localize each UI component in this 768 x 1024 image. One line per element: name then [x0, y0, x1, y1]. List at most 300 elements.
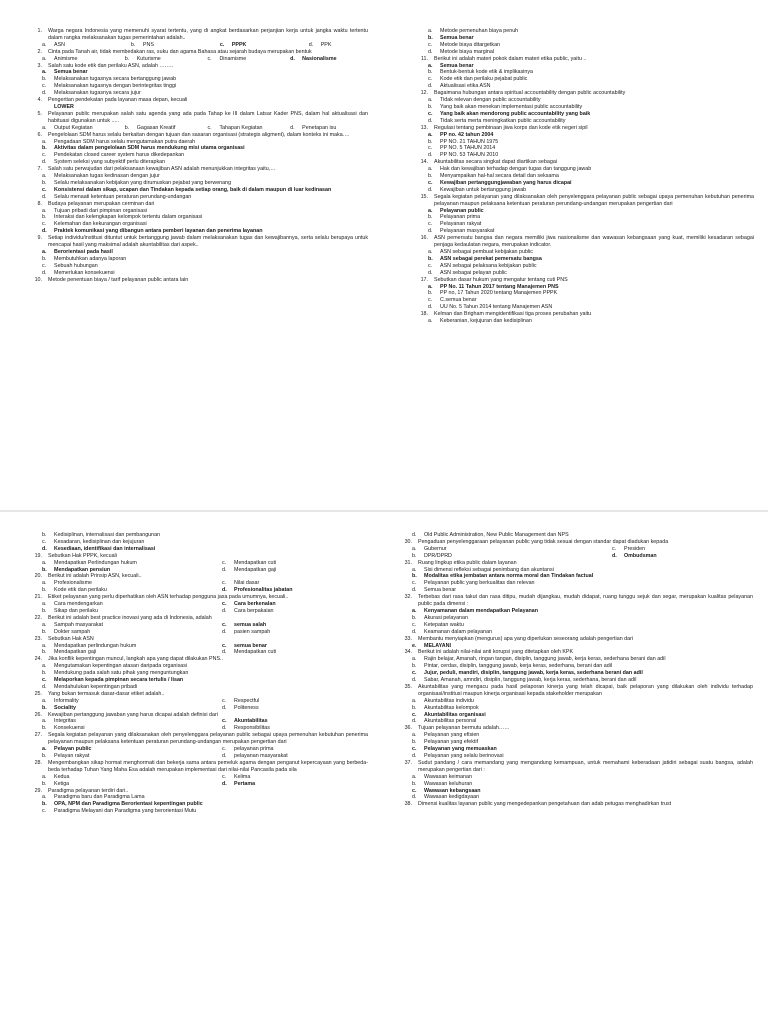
answer-text: LOWER: [54, 103, 74, 110]
question-number: 22.: [34, 614, 42, 621]
option-text: Mendapatkan gaji: [54, 649, 97, 656]
question-item: [28, 732, 368, 760]
option-text: Pendekatan closed career system harus dikedepankan: [54, 152, 185, 159]
question-line: [414, 311, 754, 318]
answer-options-row: [28, 608, 368, 615]
option-text: Kesediaan, identifikasi dan internalisasi: [54, 545, 156, 552]
option-text: Pintar, cerdas, disiplin, tanggung jawab, kerja keras, sederhana, berani dan adil: [424, 663, 613, 670]
answer-option: [414, 42, 754, 49]
answer-option: [414, 256, 754, 263]
option-letter: b.: [412, 573, 417, 580]
option-text: Gagasan Kreatif: [136, 124, 176, 131]
question-text: Tujuan pelayanan bermutu adalah……: [418, 725, 510, 732]
option-letter: b.: [124, 55, 130, 62]
answer-option: [42, 629, 222, 636]
question-text: Sebutkan Hak ASN: [48, 635, 94, 642]
answer-option: [28, 539, 368, 546]
answer-option: [398, 705, 753, 712]
question-text: Regulasi tentang pembinaan jiwa korps dan kode etik negeri sipil: [434, 124, 588, 131]
option-letter: c.: [207, 55, 212, 62]
option-letter: d.: [222, 587, 227, 594]
option-letter: b.: [428, 290, 433, 297]
option-text: PP no. 42 tahun 2004: [440, 131, 494, 138]
option-letter: d.: [42, 228, 47, 235]
answer-option: [412, 553, 612, 560]
option-text: OPA, NPM dan Paradigma Berorientasi kepentingan public: [54, 801, 203, 808]
option-text: Pelayanan yang efektif: [424, 739, 479, 746]
question-number: 37.: [404, 759, 412, 766]
question-text: Sebutkan Hak PPPK, kecuali: [48, 552, 117, 559]
answer-option: [398, 622, 753, 629]
answer-option: [42, 560, 222, 567]
question-number: 18.: [420, 311, 428, 318]
question-number: 33.: [404, 635, 412, 642]
question-number: 10.: [34, 276, 42, 283]
option-text: Cara mendengarkan: [54, 601, 103, 608]
option-letter: c.: [428, 221, 433, 228]
option-letter: d.: [412, 794, 417, 801]
option-letter: c.: [42, 83, 47, 90]
question-text: Akuntabilitas yang mengacu pada hasil pelaporan kinerja yang telah dicapai, baik pelaporan yang dilakukan oleh individu terhadap organisasi/institusi maupun kinerja organisasi kepada stakeholder merupakan: [418, 683, 753, 697]
option-letter: a.: [428, 207, 433, 214]
answer-option: [398, 698, 753, 705]
option-letter: a.: [42, 718, 47, 725]
option-text: Yang baik akan menekan implementasi public accountability: [440, 103, 583, 110]
option-letter: c.: [222, 773, 227, 780]
option-text: Dinamisme: [219, 55, 247, 62]
answer-option: [42, 601, 222, 608]
answer-option: [131, 42, 220, 49]
option-text: Aktivitas dalam pengelolaan SDM harus mendukung misi utama organisasi: [54, 145, 245, 152]
answer-option: [42, 725, 222, 732]
answer-option: [290, 56, 368, 63]
question-line: [414, 235, 754, 249]
question-item: [398, 636, 753, 650]
option-letter: d.: [222, 753, 227, 759]
option-text: Dokter sampah: [54, 628, 91, 635]
option-text: PP No. 11 Tahun 2017 tentang Manajemen PNS: [440, 283, 559, 290]
question-item: [28, 656, 368, 691]
option-text: Ombudsman: [624, 552, 657, 559]
option-text: Mengutamakan kepentingan atasan daripada organisasi: [54, 663, 188, 670]
page-2: [0, 512, 768, 1024]
answer-option: [222, 705, 352, 712]
option-letter: a.: [412, 773, 417, 780]
answer-option: [398, 794, 753, 801]
answer-option: [28, 546, 368, 553]
option-letter: a.: [42, 207, 47, 214]
option-letter: c.: [42, 808, 47, 815]
answer-option: [414, 145, 754, 152]
answer-option: [398, 656, 753, 663]
answer-option: [28, 139, 368, 146]
option-letter: c.: [42, 262, 47, 269]
question-item: [28, 594, 368, 615]
option-letter: a.: [428, 62, 433, 69]
option-text: Bentuk-bentuk kode etik & implikasinya: [440, 69, 533, 76]
answer-option: [28, 173, 368, 180]
question-item: [28, 553, 368, 574]
option-text: Old Public Administration, New Public Management dan NPS: [424, 532, 569, 538]
answer-option: [28, 152, 368, 159]
option-text: C.semua benar: [440, 297, 477, 304]
answer-option: [414, 97, 754, 104]
option-text: Metode biaya ditargetkan: [440, 41, 501, 48]
question-number: 20.: [34, 573, 42, 580]
question-text: Paradigma pelayanan terdiri dari..: [48, 787, 129, 794]
option-letter: a.: [42, 746, 47, 753]
option-text: Semua benar: [440, 34, 474, 41]
question-item: [398, 532, 753, 539]
option-text: Profesionalisme: [54, 580, 93, 587]
answer-option: [414, 284, 754, 291]
question-line: [398, 801, 753, 808]
option-text: Wawasan keluhuran: [424, 780, 473, 787]
option-letter: b.: [42, 607, 47, 614]
option-text: pelayanan masyarakat: [234, 753, 288, 759]
question-item: [414, 90, 754, 125]
option-letter: c.: [428, 262, 433, 269]
question-line: [28, 656, 368, 663]
answer-option: [28, 670, 368, 677]
question-number: 14.: [420, 159, 428, 166]
question-item: [414, 28, 754, 56]
answer-option: [398, 615, 753, 622]
option-letter: c.: [428, 76, 433, 83]
answer-option: [42, 781, 222, 788]
option-text: Sampah masyarakat: [54, 621, 104, 628]
question-number: 17.: [420, 276, 428, 283]
page1-left-column: [28, 28, 368, 284]
question-item: [28, 691, 368, 712]
option-text: Pelayan rakyat: [54, 753, 90, 759]
option-text: semua benar: [234, 642, 267, 649]
option-letter: a.: [42, 663, 47, 670]
answer-option: [414, 297, 754, 304]
option-text: Pelayan public: [54, 746, 92, 753]
answer-option: [222, 774, 352, 781]
option-text: Ketepatan waktu: [424, 621, 464, 628]
question-number: 5.: [37, 110, 42, 117]
question-line: [28, 132, 368, 139]
answer-options-row: [28, 629, 368, 636]
answer-option: [28, 180, 368, 187]
answer-options-row: [28, 774, 368, 781]
page2-left-column: [28, 532, 368, 815]
option-text: Output Kegiatan: [54, 124, 93, 131]
option-letter: d.: [222, 566, 227, 573]
option-letter: c.: [428, 110, 433, 117]
option-letter: b.: [412, 663, 417, 670]
answer-option: [414, 290, 754, 297]
answer-option: [398, 567, 753, 574]
answer-option: [42, 649, 222, 656]
answer-option: [222, 608, 352, 615]
option-letter: d.: [222, 780, 227, 787]
question-item: [28, 788, 368, 816]
question-line: [414, 277, 754, 284]
option-letter: c.: [412, 670, 417, 677]
question-number: 35.: [404, 683, 412, 690]
option-letter: c.: [428, 41, 433, 48]
option-text: UU No. 5 Tahun 2014 tentang Manajemen ASN: [440, 304, 553, 311]
question-text: Cinta pada Tanah air, tidak membedakan ras, suku dan agama Bahasa atau sejarah budaya merupakan bentuk: [48, 48, 312, 55]
option-text: Pelayanan public: [440, 207, 484, 214]
option-letter: a.: [412, 656, 417, 663]
answer-options-row: [398, 546, 753, 553]
option-text: Paradigma Melayani dan Paradigma yang berorientasi Mutu: [54, 808, 197, 815]
option-letter: a.: [42, 601, 47, 608]
answer-option: [42, 643, 222, 650]
option-letter: b.: [428, 255, 433, 262]
option-text: Mendapatkan cuti: [234, 559, 277, 566]
answer-option: [412, 546, 612, 553]
question-item: [28, 573, 368, 594]
option-text: Pelayanan public yang berkualitas dan relevan: [424, 580, 535, 587]
option-letter: d.: [428, 48, 433, 55]
answer-option: [28, 194, 368, 201]
option-letter: a.: [42, 697, 47, 704]
option-letter: d.: [42, 159, 47, 166]
option-text: Metode pemenuhan biaya penuh: [440, 28, 519, 34]
option-letter: c.: [412, 711, 417, 718]
question-line: [28, 788, 368, 795]
question-line: [28, 573, 368, 580]
option-letter: a.: [42, 621, 47, 628]
question-item: [414, 235, 754, 276]
answer-option: [28, 677, 368, 684]
option-text: ASN sebagai pembuat kebijakan public: [440, 249, 533, 255]
answer-option: [414, 304, 754, 311]
answer-option: [309, 42, 368, 49]
question-text: Yang bukan termasuk dasar-dasar etiket adalah..: [48, 690, 165, 697]
answer-options-row: [28, 601, 368, 608]
answer-option: [414, 152, 754, 159]
question-item: [414, 311, 754, 325]
answer-option: [414, 180, 754, 187]
option-text: Semua benar: [54, 69, 88, 76]
question-number: 26.: [34, 711, 42, 718]
answer-options-row: [28, 622, 368, 629]
answer-option: [414, 118, 754, 125]
option-text: Cara berkenalan: [234, 601, 276, 608]
option-text: Praktek komunikasi yang dibangun antara pemberi layanan dan penerima layanan: [54, 228, 263, 235]
option-text: Rajin belajar, Amanah, ringan tangan, disiplin, tanggung jawab, kerja keras, sederhana berani dan adil: [424, 656, 666, 663]
option-text: Metode biaya marginal: [440, 48, 495, 55]
option-letter: d.: [222, 607, 227, 614]
answer-option: [28, 69, 368, 76]
option-letter: d.: [412, 677, 417, 684]
question-number: 21.: [34, 594, 42, 601]
question-line: [398, 684, 753, 698]
answer-option: [42, 587, 222, 594]
question-line: [28, 166, 368, 173]
question-item: [414, 277, 754, 312]
option-letter: d.: [290, 55, 295, 62]
answer-option: [414, 28, 754, 35]
option-letter: b.: [42, 145, 47, 152]
answer-options-row: [28, 753, 368, 760]
option-letter: a.: [42, 124, 47, 131]
option-letter: b.: [428, 214, 433, 221]
answer-option: [414, 35, 754, 42]
question-item: [28, 28, 368, 49]
option-text: Kewajiban untuk bertanggung jawab: [440, 186, 527, 193]
answer-option: [28, 208, 368, 215]
question-number: 2.: [37, 48, 42, 55]
question-number: 1.: [37, 28, 42, 34]
question-item: [398, 539, 753, 560]
question-text: Salah satu kode etik dan perilaku ASN, adalah ……..: [48, 62, 174, 69]
question-number: 28.: [34, 759, 42, 766]
option-letter: a.: [412, 545, 417, 552]
option-letter: d.: [412, 587, 417, 594]
question-text: Terbebas dari rasa takut dan rasa ditipu, mudah dijangkau, mudah didapat, ruang tunggu sejuk dan segar, merupakan kualitas pelayanan public pada dimensi :: [418, 594, 753, 608]
answer-option: [42, 774, 222, 781]
answer-option: [28, 808, 368, 815]
option-text: Profesionalitas jabatan: [234, 587, 293, 594]
answer-options-row: [28, 781, 368, 788]
option-text: Akuntabilitas organisasi: [424, 711, 486, 718]
question-text: Sebutkan dasar hukum yang mengatur tentang cuti PNS: [434, 276, 568, 283]
option-text: Kewajiban pertanggungjawaban yang harus dicapai: [440, 179, 572, 186]
option-text: Paradigma baru dan Paradigma Lama: [54, 794, 145, 801]
option-text: Mendapatkan Perlindungan hukum: [54, 559, 137, 566]
question-line: [28, 201, 368, 208]
option-text: ASN sebagai pelaksana kebijakan public: [440, 262, 537, 269]
option-letter: c.: [42, 221, 47, 228]
option-text: MELAYANI: [424, 642, 451, 649]
option-letter: b.: [130, 41, 136, 48]
answer-option: [125, 125, 208, 132]
option-text: Mendapatkan perlindungan hukum: [54, 642, 137, 649]
answer-options-row: [28, 56, 368, 63]
question-line: [28, 594, 368, 601]
question-item: [398, 560, 753, 595]
answer-option: [42, 608, 222, 615]
answer-option: [42, 753, 222, 760]
answer-option: [42, 705, 222, 712]
answer-option: [28, 663, 368, 670]
question-number: 34.: [404, 649, 412, 656]
option-text: Pengadaan SDM harus selalu mengutamakan putra daerah: [54, 138, 196, 145]
option-letter: b.: [42, 670, 47, 677]
question-number: 19.: [34, 552, 42, 559]
option-text: Berorientasi pada hasil: [54, 249, 113, 255]
option-letter: a.: [42, 794, 47, 801]
option-letter: a.: [42, 580, 47, 587]
answer-option: [28, 801, 368, 808]
option-letter: d.: [612, 552, 617, 559]
option-text: Tujuan pribadi dari pimpinan organisasi: [54, 207, 148, 214]
option-letter: a.: [428, 283, 433, 290]
question-number: 16.: [420, 235, 428, 242]
answer-option: [222, 746, 352, 753]
option-text: Kedisiplinan, internalisasi dan pembangunan: [54, 532, 161, 538]
answer-option: [222, 580, 352, 587]
question-line: [28, 277, 368, 284]
option-letter: b.: [412, 552, 417, 559]
option-text: PP NO. 5 TAHUN 2014: [440, 145, 496, 152]
option-letter: c.: [412, 746, 417, 753]
question-line: [398, 539, 753, 546]
option-text: Keamanan dalam pelayanan: [424, 628, 493, 635]
option-text: semua salah: [234, 621, 267, 628]
option-text: Mendapatkan cuti: [234, 649, 277, 656]
option-text: Cara berpakaian: [234, 607, 274, 614]
answer-option: [28, 214, 368, 221]
question-number: 11.: [420, 55, 428, 62]
question-text: Salah satu perwujudan dari pelaksanaan kewajiban ASN adalah menunjukkan integritas yaitu,…: [48, 166, 276, 173]
option-text: Wawasan kedigdayaan: [424, 794, 480, 801]
answer-option: [398, 746, 753, 753]
option-text: Kode etik dan perilaku pejabat public: [440, 76, 528, 83]
answer-option: [398, 663, 753, 670]
option-text: Informality: [54, 697, 79, 704]
option-letter: c.: [42, 152, 47, 159]
option-text: Melaksanakan tugas kedinasan dengan jujur: [54, 173, 160, 180]
option-letter: a.: [42, 559, 47, 566]
option-text: Tidak serta merta meningkatkan public accountability: [440, 117, 566, 124]
option-text: Penetapan isu: [302, 124, 337, 131]
question-line: [28, 615, 368, 622]
option-letter: b.: [42, 255, 47, 262]
answer-option: [414, 76, 754, 83]
question-item: [28, 277, 368, 284]
answer-option: [398, 532, 753, 539]
option-letter: d.: [428, 228, 433, 235]
answer-option: [414, 270, 754, 277]
option-letter: d.: [42, 193, 47, 200]
question-text: Etiket pelayanan yang perlu diperhatikan oleh ASN terhadap pengguna jasa pada umumnya, kecuali..: [48, 594, 289, 601]
answer-option: [222, 718, 352, 725]
option-text: Nasionalisme: [302, 55, 337, 62]
answer-option: [222, 649, 352, 656]
option-letter: a.: [42, 69, 47, 76]
answer-options-row: [28, 580, 368, 587]
option-letter: c.: [207, 124, 212, 131]
option-letter: e.: [412, 642, 417, 649]
answer-option: [414, 166, 754, 173]
option-letter: a.: [412, 697, 417, 704]
answer-option: [398, 587, 753, 594]
question-text: Berikut ini adalah Prinsip ASN, kecuali..: [48, 573, 142, 580]
answer-options-row: [28, 705, 368, 712]
question-number: 23.: [34, 635, 42, 642]
question-number: 3.: [37, 62, 42, 69]
option-letter: c.: [222, 580, 227, 587]
option-letter: a.: [428, 131, 433, 138]
option-text: PP NO. 53 TAHUN 2010: [440, 152, 499, 159]
question-line: [398, 760, 753, 774]
question-item: [414, 159, 754, 194]
question-number: 6.: [37, 131, 42, 138]
answer-option: [612, 546, 732, 553]
question-line: [28, 63, 368, 70]
option-letter: a.: [42, 173, 47, 180]
answer-option: [222, 643, 352, 650]
option-letter: c.: [428, 145, 433, 152]
option-text: Kelima: [234, 773, 251, 780]
option-text: Respectful: [234, 697, 260, 704]
answer-option: [28, 145, 368, 152]
option-text: Kuturisme: [136, 55, 161, 62]
question-line: [28, 111, 368, 125]
question-line: [398, 725, 753, 732]
answer-option: [398, 788, 753, 795]
answer-option: [414, 49, 754, 56]
answer-option: [28, 221, 368, 228]
